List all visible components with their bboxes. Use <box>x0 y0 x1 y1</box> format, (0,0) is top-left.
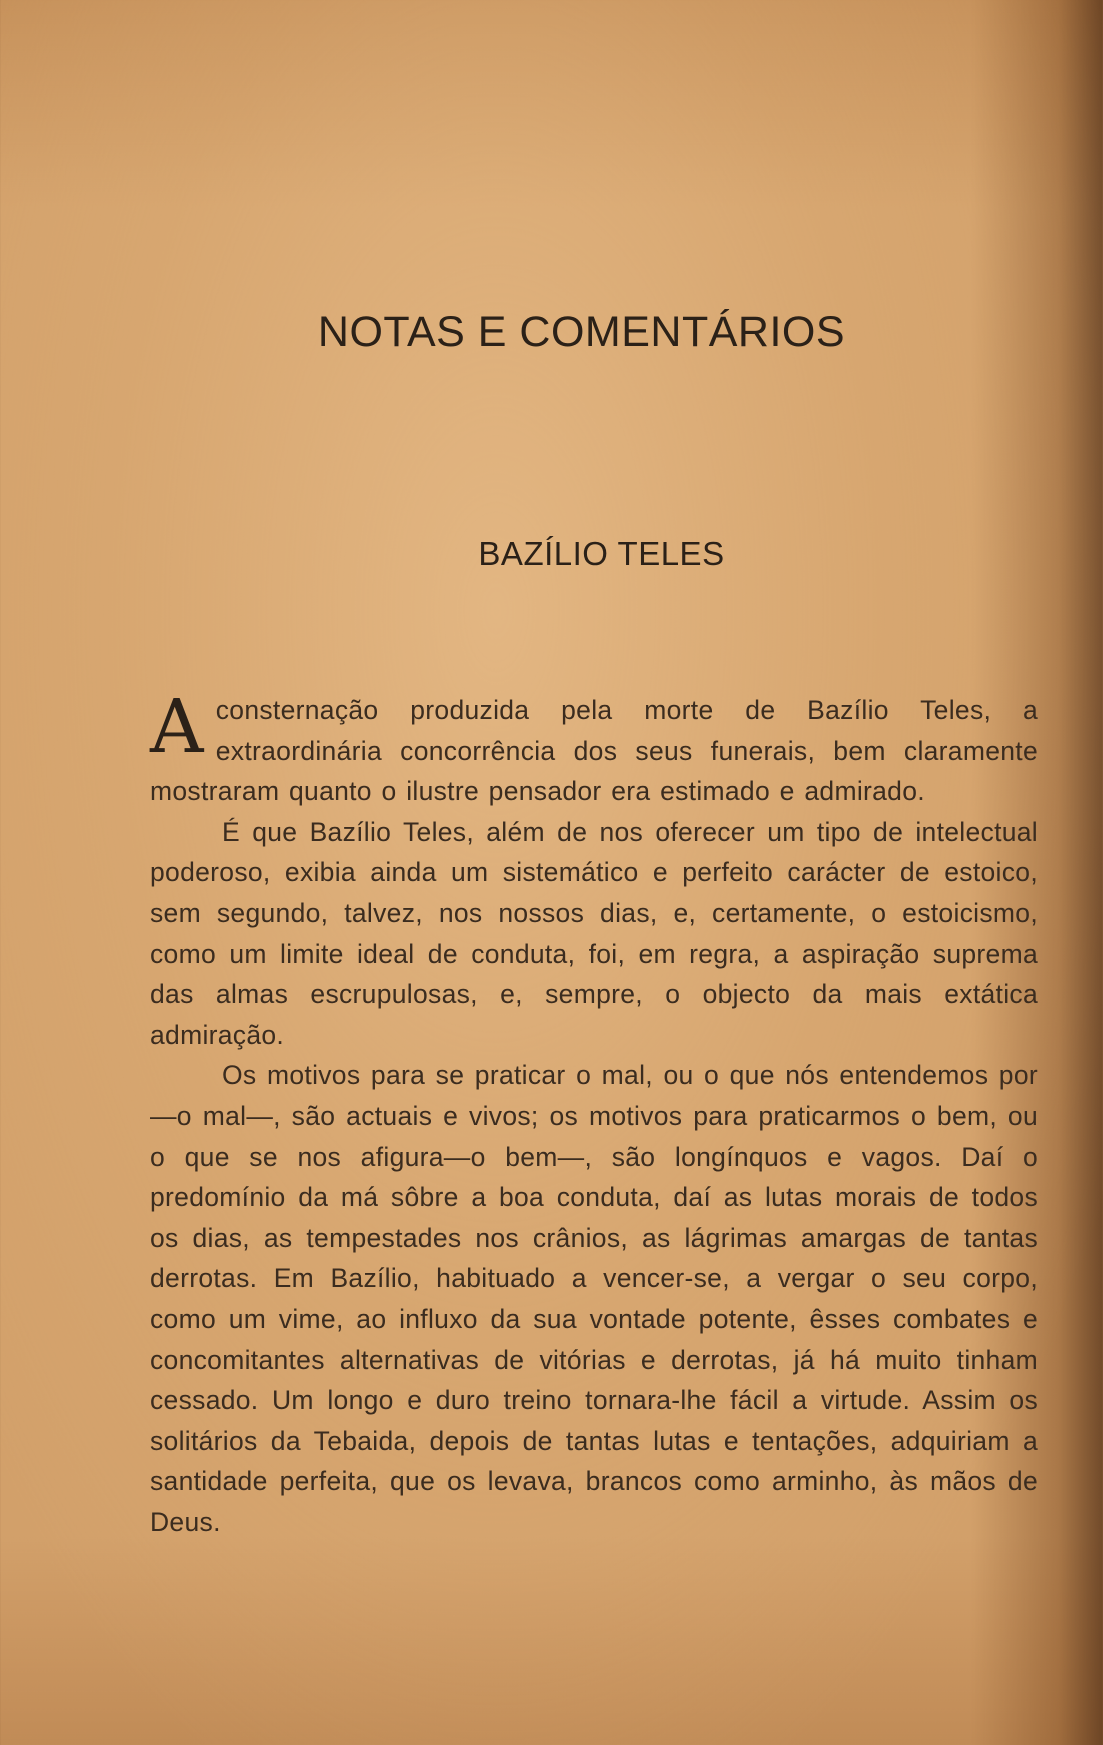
article-title: BAZÍLIO TELES <box>478 535 725 572</box>
paragraph-2-text: É que Bazílio Teles, além de nos oferecer um tipo de intelectual poderoso, exibia ainda um sistemático e perfeito carácter de estoico, sem segundo, talvez, nos nossos dias, e, certamente, o estoicismo, como um limite ideal de conduta, foi, em regra, a aspiração suprema das almas escrupulosas, e, sempre, o objecto da mais extática admiração. <box>150 816 1038 1050</box>
drop-cap: A <box>150 684 204 770</box>
paragraph-3-text: Os motivos para se praticar o mal, ou o que nós entendemos por—o mal—, são actuais e vivos; os motivos para praticarmos o bem, ou o que se nos afigura—o bem—, são longínquos e vagos. Daí o predomínio da má sôbre a boa conduta, daí as lutas morais de todos os dias, as tempestades nos crânios, as lágrimas amargas de tantas derrotas. Em Bazílio, habituado a vencer-se, a vergar o seu corpo, como um vime, ao influxo da sua vontade potente, êsses combates e concomitantes alternativas de vitórias e derrotas, já há muito tinham cessado. Um longo e duro treino tornara-lhe fácil a virtude. Assim os solitários da Tebaida, depois de tantas lutas e tentações, adquiriam a santidade perfeita, que os levava, brancos como arminho, às mãos de Deus. <box>150 1060 1038 1537</box>
article-body <box>150 684 1038 1542</box>
paragraph-1 <box>150 684 1038 812</box>
paragraph-1-text: consternação produzida pela morte de Bazílio Teles, a extraordinária concorrência dos seus funerais, bem claramente mostraram quanto o ilustre pensador era estimado e admirado. <box>150 695 1038 807</box>
section-title: NOTAS E COMENTÁRIOS <box>317 308 846 356</box>
paragraph-2 <box>150 812 1038 1056</box>
paragraph-3 <box>150 1055 1038 1542</box>
